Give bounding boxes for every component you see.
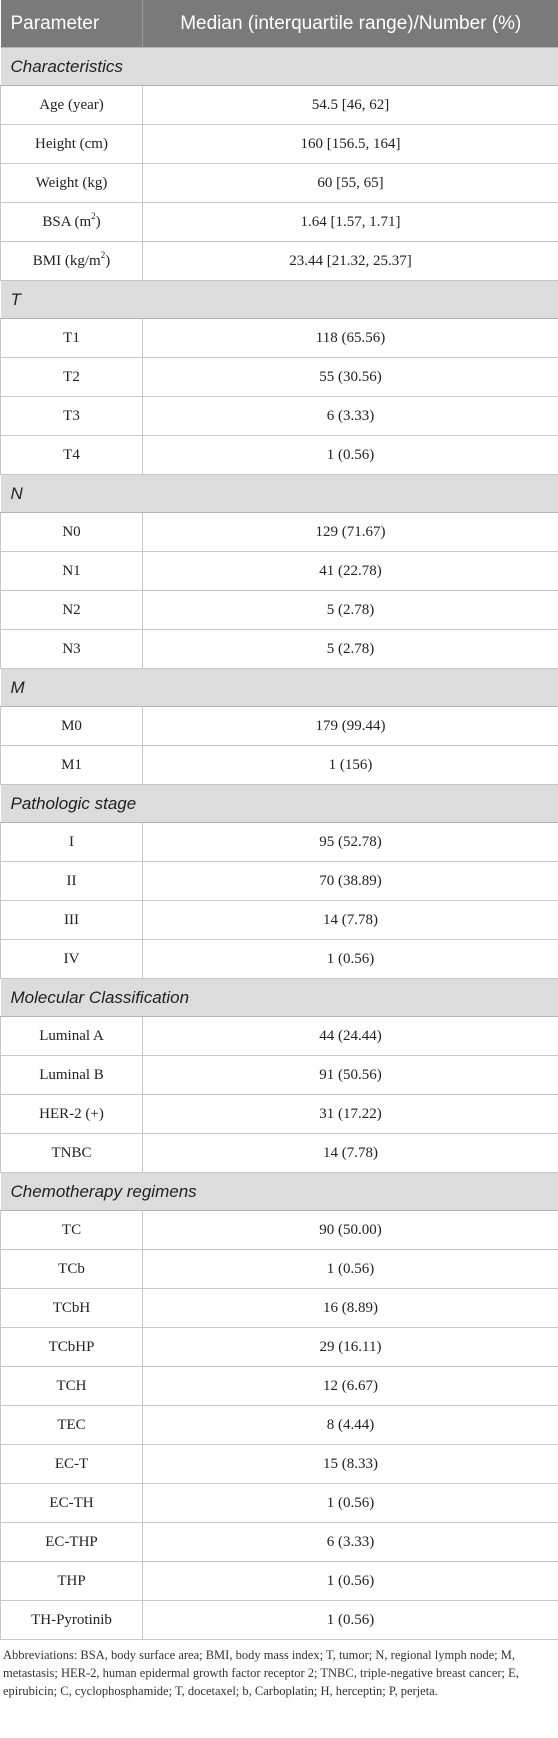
section-title: Chemotherapy regimens [1, 1173, 558, 1211]
parameter-cell [1, 1017, 143, 1056]
parameter-cell [1, 746, 143, 785]
value-cell: 41 (22.78) [143, 552, 558, 591]
parameter-label-suffix: ) [95, 213, 101, 230]
table-row [1, 1017, 558, 1056]
value-cell: 95 (52.78) [143, 823, 558, 862]
table-row [1, 319, 558, 358]
section-header-row [1, 785, 558, 823]
superscript: 2 [100, 249, 106, 260]
value-cell: 6 (3.33) [143, 1523, 558, 1562]
table-row [1, 1484, 558, 1523]
parameter-label: EC-THP [45, 1533, 98, 1550]
table-row [1, 862, 558, 901]
parameter-label: THP [57, 1572, 86, 1589]
value-cell: 54.5 [46, 62] [143, 86, 558, 125]
value-cell: 160 [156.5, 164] [143, 125, 558, 164]
value-cell: 70 (38.89) [143, 862, 558, 901]
value-cell: 12 (6.67) [143, 1367, 558, 1406]
parameter-label: Age (year) [39, 96, 104, 113]
table-row [1, 591, 558, 630]
table-row [1, 1406, 558, 1445]
parameter-cell [1, 1562, 143, 1601]
section-header-row [1, 1173, 558, 1211]
section-title: N [1, 475, 558, 513]
parameter-cell [1, 1289, 143, 1328]
parameter-cell [1, 436, 143, 475]
table-row [1, 746, 558, 785]
table-row [1, 940, 558, 979]
table-row [1, 86, 558, 125]
parameter-label: BMI (kg/m [32, 252, 101, 269]
value-cell: 44 (24.44) [143, 1017, 558, 1056]
parameter-cell [1, 823, 143, 862]
value-cell: 6 (3.33) [143, 397, 558, 436]
parameter-cell [1, 1328, 143, 1367]
table-row [1, 1134, 558, 1173]
parameter-label: M0 [61, 717, 82, 734]
parameter-label: Luminal B [39, 1066, 104, 1083]
section-title: Characteristics [1, 48, 558, 86]
parameter-label: N1 [62, 562, 81, 579]
table-row [1, 1562, 558, 1601]
table-row [1, 436, 558, 475]
value-cell: 1 (156) [143, 746, 558, 785]
value-cell: 179 (99.44) [143, 707, 558, 746]
value-cell: 31 (17.22) [143, 1095, 558, 1134]
parameter-cell [1, 203, 143, 242]
table-row [1, 823, 558, 862]
parameter-cell [1, 513, 143, 552]
table-row [1, 1445, 558, 1484]
parameter-cell [1, 552, 143, 591]
table-row [1, 203, 558, 242]
table-header-row [1, 0, 558, 48]
table-row [1, 164, 558, 203]
value-cell: 29 (16.11) [143, 1328, 558, 1367]
parameter-label: T3 [63, 407, 80, 424]
parameter-label: T4 [63, 446, 80, 463]
table-row [1, 552, 558, 591]
parameter-cell [1, 1523, 143, 1562]
table-row [1, 242, 558, 281]
table-row [1, 707, 558, 746]
column-header-median: Median (interquartile range)/Number (%) [143, 0, 558, 48]
parameter-cell [1, 591, 143, 630]
parameter-cell [1, 862, 143, 901]
parameter-cell [1, 1134, 143, 1173]
section-header-row [1, 669, 558, 707]
value-cell: 14 (7.78) [143, 1134, 558, 1173]
value-cell: 1 (0.56) [143, 1250, 558, 1289]
parameter-label: TCbHP [48, 1338, 95, 1355]
parameter-label: HER-2 (+) [39, 1105, 104, 1122]
table-row [1, 1601, 558, 1640]
table-row [1, 1523, 558, 1562]
table-row [1, 397, 558, 436]
parameter-cell [1, 1601, 143, 1640]
parameter-label: N2 [62, 601, 81, 618]
parameter-label: N0 [62, 523, 81, 540]
parameter-cell [1, 1250, 143, 1289]
table-row [1, 1250, 558, 1289]
parameter-label: T1 [63, 329, 80, 346]
parameter-cell [1, 1211, 143, 1250]
parameter-cell [1, 125, 143, 164]
table-footnote: Abbreviations: BSA, body surface area; BMI, body mass index; T, tumor; N, regional lymph node; M, metastasis; HER-2, human epidermal growth factor receptor 2; TNBC, triple-negative breast cancer; E, epirubicin; C, cyclophosphamide; T, docetaxel; b, Carboplatin; H, herceptin; P, perjeta. [3, 1648, 519, 1698]
parameter-label: III [64, 911, 79, 928]
parameter-label: EC-T [54, 1455, 89, 1472]
value-cell: 23.44 [21.32, 25.37] [143, 242, 558, 281]
section-title: T [1, 281, 558, 319]
parameter-label: TCb [58, 1260, 85, 1277]
value-cell: 14 (7.78) [143, 901, 558, 940]
parameter-cell [1, 1056, 143, 1095]
column-header-parameter: Parameter [1, 0, 143, 48]
section-header-row [1, 475, 558, 513]
parameter-cell [1, 164, 143, 203]
value-cell: 1 (0.56) [143, 1562, 558, 1601]
parameter-label: T2 [63, 368, 80, 385]
table-row [1, 125, 558, 164]
value-cell: 1 (0.56) [143, 1601, 558, 1640]
value-cell: 1 (0.56) [143, 940, 558, 979]
table-row [1, 1289, 558, 1328]
parameter-label: TH-Pyrotinib [31, 1611, 112, 1628]
table-body [1, 48, 558, 1640]
value-cell: 1 (0.56) [143, 1484, 558, 1523]
section-title: Pathologic stage [1, 785, 558, 823]
parameter-cell [1, 397, 143, 436]
table-row [1, 1095, 558, 1134]
value-cell: 1.64 [1.57, 1.71] [143, 203, 558, 242]
table-row [1, 358, 558, 397]
parameter-label: II [66, 872, 77, 889]
parameter-cell [1, 86, 143, 125]
parameter-label: TCbH [52, 1299, 91, 1316]
value-cell: 16 (8.89) [143, 1289, 558, 1328]
parameter-label: TC [61, 1221, 82, 1238]
parameter-cell [1, 1367, 143, 1406]
parameter-cell [1, 242, 143, 281]
value-cell: 129 (71.67) [143, 513, 558, 552]
parameter-label: EC-TH [49, 1494, 94, 1511]
parameter-label: Luminal A [39, 1027, 104, 1044]
parameter-label: TEC [57, 1416, 86, 1433]
parameter-cell [1, 1095, 143, 1134]
parameter-label: BSA (m [42, 213, 92, 230]
parameter-cell [1, 1445, 143, 1484]
parameter-label: TCH [56, 1377, 87, 1394]
parameter-cell [1, 707, 143, 746]
superscript: 2 [91, 210, 96, 221]
value-cell: 55 (30.56) [143, 358, 558, 397]
table-row [1, 1056, 558, 1095]
parameter-label: TNBC [51, 1144, 92, 1161]
section-header-row [1, 281, 558, 319]
parameter-label-suffix: ) [105, 252, 111, 269]
parameter-label: M1 [61, 756, 82, 773]
parameter-cell [1, 319, 143, 358]
section-header-row [1, 48, 558, 86]
section-header-row [1, 979, 558, 1017]
value-cell: 8 (4.44) [143, 1406, 558, 1445]
table-row [1, 901, 558, 940]
table-row [1, 1211, 558, 1250]
table-row [1, 1328, 558, 1367]
parameter-label: N3 [62, 640, 81, 657]
parameter-cell [1, 940, 143, 979]
table-row [1, 1367, 558, 1406]
value-cell: 91 (50.56) [143, 1056, 558, 1095]
value-cell: 15 (8.33) [143, 1445, 558, 1484]
parameter-label: IV [63, 950, 80, 967]
value-cell: 5 (2.78) [143, 630, 558, 669]
parameter-label: Height (cm) [35, 135, 108, 152]
table-row [1, 630, 558, 669]
value-cell: 90 (50.00) [143, 1211, 558, 1250]
parameter-cell [1, 1484, 143, 1523]
parameter-cell [1, 901, 143, 940]
table-row [1, 513, 558, 552]
section-title: M [1, 669, 558, 707]
parameter-cell [1, 630, 143, 669]
parameter-cell [1, 358, 143, 397]
value-cell: 60 [55, 65] [143, 164, 558, 203]
parameter-label: I [69, 833, 74, 850]
parameter-cell [1, 1406, 143, 1445]
value-cell: 5 (2.78) [143, 591, 558, 630]
section-title: Molecular Classification [1, 979, 558, 1017]
value-cell: 118 (65.56) [143, 319, 558, 358]
parameter-label: Weight (kg) [35, 174, 108, 191]
value-cell: 1 (0.56) [143, 436, 558, 475]
